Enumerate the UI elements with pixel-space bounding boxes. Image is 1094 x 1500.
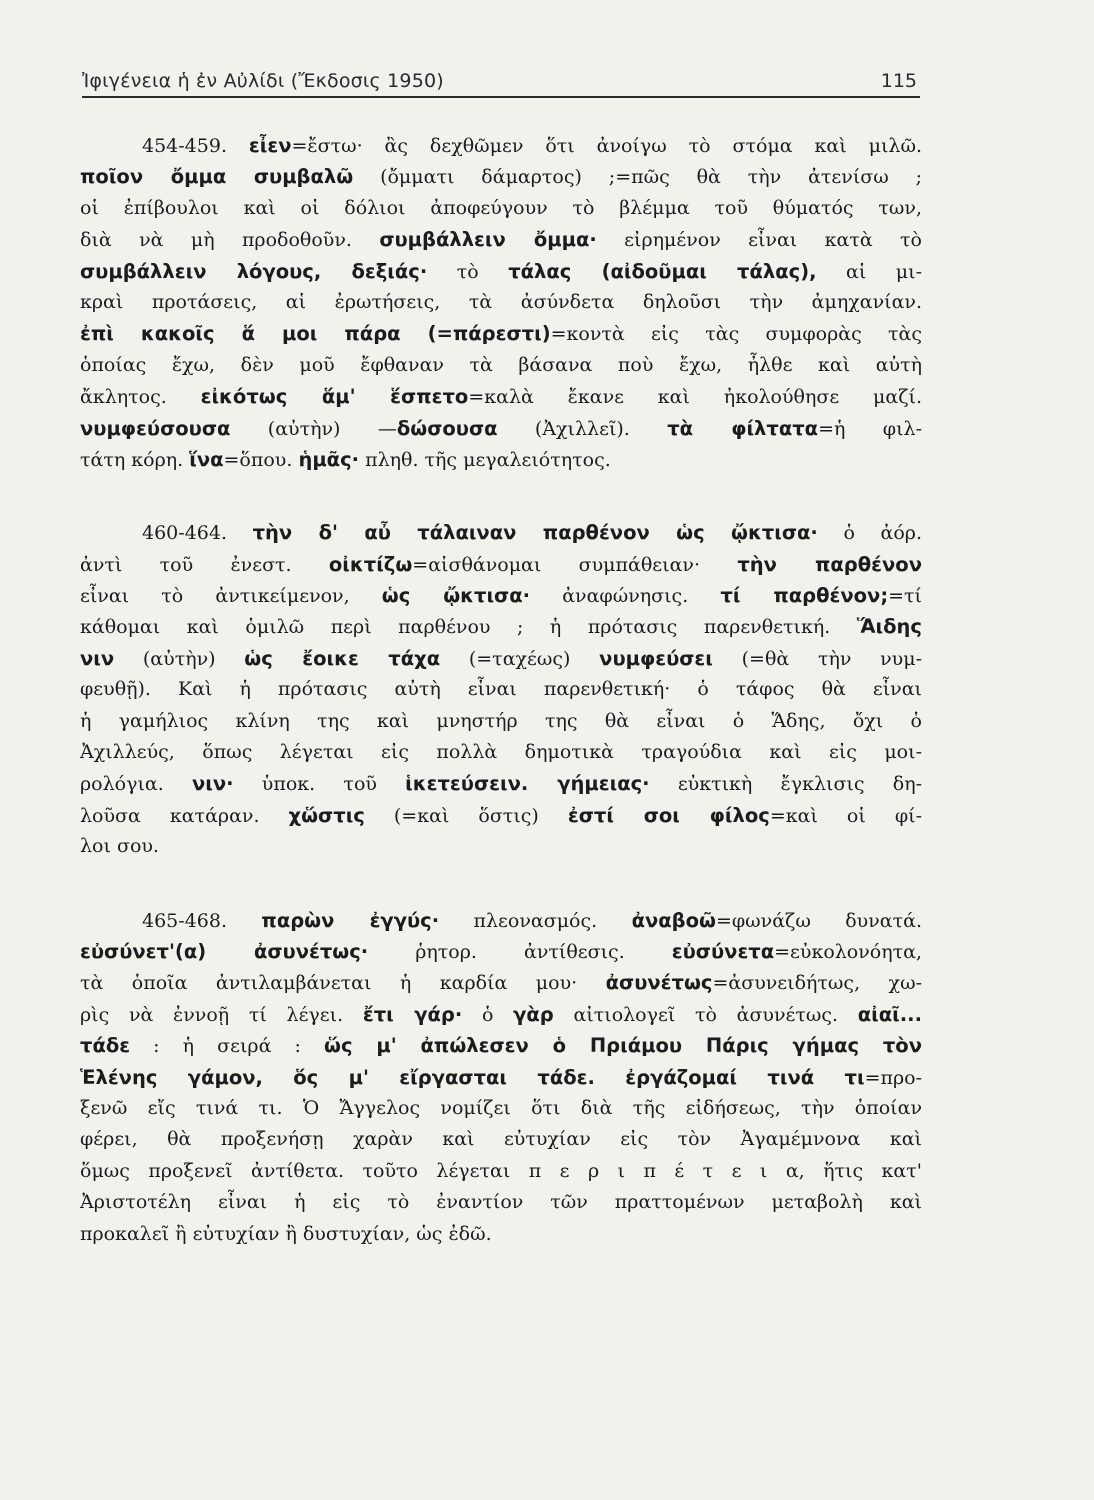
text-line xyxy=(80,549,922,580)
header-rule xyxy=(82,96,920,98)
text-line xyxy=(80,224,922,255)
lemma-text: δώσουσα xyxy=(396,416,498,440)
text-line xyxy=(80,674,922,705)
lemma-text: αἰαῖ... xyxy=(857,1002,922,1026)
gloss-text: τάτη κόρη. xyxy=(80,448,190,471)
lemma-text: οἰκτίζω xyxy=(328,552,413,576)
text-line xyxy=(80,287,922,318)
lemma-text: Ἅιδης xyxy=(856,615,922,639)
text-line xyxy=(80,318,922,349)
text-line xyxy=(80,350,922,381)
gloss-text: αἰτιολογεῖ τὸ ἀσυνέτως. xyxy=(553,1003,858,1026)
lemma-text: τάλας (αἰδοῦμαι τάλας), xyxy=(508,259,817,283)
lemma-text: ὡς ἔοικε τάχα xyxy=(244,646,441,670)
gloss-text: 465-468. xyxy=(142,909,262,932)
gloss-text: ὁ ἀόρ. xyxy=(817,522,922,545)
text-line xyxy=(80,999,922,1030)
gloss-text: =εὐκολονόητα, xyxy=(774,940,922,963)
lemma-text: παρὼν ἐγγύς· xyxy=(261,908,440,932)
commentary-paragraph xyxy=(80,130,922,475)
gloss-text: (ὄμματι δάμαρτος) ;=πῶς θὰ τὴν ἀτενίσω ; xyxy=(353,166,922,189)
gloss-text: λοι σου. xyxy=(80,835,159,858)
lemma-text: νιν xyxy=(80,646,115,670)
running-title: Ἰφιγένεια ἡ ἐν Αὐλίδι (Ἔκδοσις 1950) xyxy=(82,70,444,92)
text-line xyxy=(80,967,922,998)
gloss-text: (αὐτὴν) xyxy=(114,647,245,670)
gloss-text: =ἀσυνειδήτως, χω- xyxy=(712,972,922,995)
gloss-text: προκαλεῖ ἢ εὐτυχίαν ἢ δυστυχίαν, ὡς ἐδῶ. xyxy=(80,1222,492,1245)
gloss-text: (=καὶ ὅστις) xyxy=(364,804,568,827)
text-line xyxy=(80,1187,922,1218)
text-line xyxy=(80,611,922,642)
text-line xyxy=(80,905,922,936)
gloss-text: ρὶς νὰ ἐννοῇ τί λέγει. xyxy=(80,1003,363,1026)
gloss-text: τὸ xyxy=(427,260,509,283)
gloss-text: =καὶ οἱ φί- xyxy=(769,804,922,827)
gloss-text: λοῦσα κατάραν. xyxy=(80,804,289,827)
gloss-text: εὐκτικὴ ἔγκλισις δη- xyxy=(649,773,922,796)
lemma-text: ἵνα xyxy=(189,447,224,471)
gloss-text: (=θὰ τὴν νυμ- xyxy=(712,647,922,670)
gloss-text: =ἡ φιλ- xyxy=(818,417,922,440)
text-line xyxy=(80,768,922,799)
gloss-text: πλεονασμός. xyxy=(439,909,632,932)
lemma-text: ὡς ᾤκτισα· xyxy=(381,584,531,608)
gloss-text: : ἡ σειρά : xyxy=(130,1035,324,1058)
lemma-text: εἶεν xyxy=(248,134,292,157)
lemma-text: νυμφεύσουσα xyxy=(80,416,231,440)
gloss-text: πληθ. τῆς μεγαλειότητος. xyxy=(359,448,611,471)
gloss-text: αἱ μι- xyxy=(816,260,922,283)
gloss-text: ὁποίας ἔχω, δὲν μοῦ ἔφθαναν τὰ βάσανα ποὺ ἔχω, ἦλθε καὶ αὐτὴ xyxy=(80,353,922,376)
gloss-text: ἀναφώνησις. xyxy=(530,585,721,608)
lemma-text: ἱκετεύσειν. γήμειας· xyxy=(405,772,650,796)
gloss-text: (Ἀχιλλεῖ). xyxy=(497,417,668,440)
gloss-text: εἶναι τὸ ἀντικείμενον, xyxy=(80,585,382,608)
text-line xyxy=(80,643,922,674)
paragraph-gap xyxy=(80,475,922,517)
page-number: 115 xyxy=(880,70,917,92)
lemma-text: γὰρ xyxy=(513,1002,554,1026)
gloss-text: =τί xyxy=(888,585,922,608)
gloss-text: ὁ xyxy=(462,1003,514,1026)
gloss-text: =ὅπου. xyxy=(223,448,299,471)
text-line xyxy=(80,413,922,444)
gloss-text: ἄκλητος. xyxy=(80,386,201,409)
text-line xyxy=(80,831,922,862)
lemma-text: ἀσυνέτως xyxy=(605,971,713,995)
text-line xyxy=(80,1093,922,1124)
lemma-text: εἰκότως ἅμ' ἕσπετο xyxy=(200,385,469,409)
gloss-text: οἱ ἐπίβουλοι καὶ οἱ δόλιοι ἀποφεύγουν τὸ βλέμμα τοῦ θύματός των, xyxy=(80,196,922,219)
lemma-text: τί παρθένον; xyxy=(720,584,889,608)
lemma-text: τάδε xyxy=(80,1034,131,1058)
lemma-text: Ἑλένης γάμον, ὅς μ' εἴργασται τάδε. ἐργάζομαί τινά τι xyxy=(80,1065,865,1089)
lemma-text: ὥς μ' ἀπώλεσεν ὁ Πριάμου Πάρις γήμας τὸν xyxy=(324,1034,922,1058)
text-line xyxy=(80,256,922,287)
gloss-text: φευθῇ). Καὶ ἡ πρότασις αὐτὴ εἶναι παρενθετική· ὁ τάφος θὰ εἶναι xyxy=(80,678,922,701)
lemma-text: τὴν παρθένον xyxy=(737,552,922,576)
gloss-text: Ἀχιλλεύς, ὅπως λέγεται εἰς πολλὰ δημοτικὰ τραγούδια καὶ εἰς μοι- xyxy=(80,741,922,764)
gloss-text: ἡ γαμήλιος κλίνη της καὶ μνηστήρ της θὰ εἶναι ὁ Ἅδης, ὄχι ὁ xyxy=(80,709,922,732)
lemma-text: νυμφεύσει xyxy=(599,646,713,670)
lemma-text: ἐστί σοι φίλος xyxy=(567,803,770,827)
lemma-text: ποῖον ὄμμα συμβαλῶ xyxy=(80,165,354,189)
lemma-text: εὐσύνετ'(α) ἀσυνέτως· xyxy=(80,939,369,963)
gloss-text: =κοντὰ εἰς τὰς συμφορὰς τὰς xyxy=(550,323,922,346)
gloss-text: φέρει, θὰ προξενήσῃ χαρὰν καὶ εὐτυχίαν εἰς τὸν Ἀγαμέμνονα καὶ xyxy=(80,1128,922,1151)
text-line xyxy=(80,706,922,737)
lemma-text: ἐπὶ κακοῖς ἅ μοι πάρα (=πάρεστι) xyxy=(80,322,551,346)
text-line xyxy=(80,193,922,224)
text-line xyxy=(80,444,922,475)
gloss-text: ὅμως προξενεῖ ἀντίθετα. τοῦτο λέγεται π ε ρ ι π έ τ ε ι α, ἥτις κατ' xyxy=(80,1159,922,1182)
lemma-text: ἀναβοῶ xyxy=(631,908,716,932)
gloss-text: =προ- xyxy=(864,1066,922,1089)
gloss-text: Ἀριστοτέλη εἶναι ἡ εἰς τὸ ἐναντίον τῶν πραττομένων μεταβολὴ καὶ xyxy=(80,1191,922,1214)
gloss-text: εἰρημένον εἶναι κατὰ τὸ xyxy=(596,229,922,252)
gloss-text: ἀντὶ τοῦ ἐνεστ. xyxy=(80,553,329,576)
lemma-text: συμβάλλειν ὄμμα· xyxy=(379,228,597,252)
commentary-paragraph xyxy=(80,905,922,1250)
gloss-text: κάθομαι καὶ ὁμιλῶ περὶ παρθένου ; ἡ πρότασις παρενθετική. xyxy=(80,616,857,639)
text-line xyxy=(80,936,922,967)
running-header xyxy=(82,66,917,96)
text-line xyxy=(80,1156,922,1187)
gloss-text: τὰ ὁποῖα ἀντιλαμβάνεται ἡ καρδία μου· xyxy=(80,972,606,995)
text-line xyxy=(80,1062,922,1093)
gloss-text: ῥητορ. ἀντίθεσις. xyxy=(368,940,672,963)
gloss-text: =καλὰ ἔκανε καὶ ἠκολούθησε μαζί. xyxy=(468,386,922,409)
text-line xyxy=(80,161,922,192)
gloss-text: διὰ νὰ μὴ προδοθοῦν. xyxy=(80,229,380,252)
lemma-text: τὰ φίλτατα xyxy=(667,416,819,440)
gloss-text: κραὶ προτάσεις, αἱ ἐρωτήσεις, τὰ ἀσύνδετα δηλοῦσι τὴν ἀμηχανίαν. xyxy=(80,290,922,313)
text-line xyxy=(80,130,922,161)
lemma-text: νιν· xyxy=(192,772,234,796)
lemma-text: εὐσύνετα xyxy=(671,939,775,963)
text-line xyxy=(80,517,922,548)
text-line xyxy=(80,737,922,768)
lemma-text: ἔτι γάρ· xyxy=(362,1002,463,1026)
gloss-text: ὑποκ. τοῦ xyxy=(233,773,406,796)
text-line xyxy=(80,1219,922,1250)
gloss-text: 460-464. xyxy=(142,522,253,545)
text-line xyxy=(80,800,922,831)
lemma-text: ἡμᾶς· xyxy=(298,447,360,471)
gloss-text: ξενῶ εἴς τινά τι. Ὁ Ἄγγελος νομίζει ὅτι διὰ τῆς εἰδήσεως, τὴν ὁποίαν xyxy=(80,1096,922,1119)
commentary-body xyxy=(80,130,922,1250)
gloss-text: =φωνάζω δυνατά. xyxy=(715,909,922,932)
text-line xyxy=(80,381,922,412)
gloss-text: (αὐτὴν) — xyxy=(230,417,397,440)
lemma-text: συμβάλλειν λόγους, δεξιάς· xyxy=(80,259,428,283)
text-line xyxy=(80,1030,922,1061)
gloss-text: =αἰσθάνομαι συμπάθειαν· xyxy=(412,553,738,576)
gloss-text: ρολόγια. xyxy=(80,773,192,796)
gloss-text: 454-459. xyxy=(142,135,249,157)
lemma-text: χὥστις xyxy=(288,803,365,827)
gloss-text: (=ταχέως) xyxy=(440,647,600,670)
gloss-text: =ἔστω· ἂς δεχθῶμεν ὅτι ἀνοίγω τὸ στόμα καὶ μιλῶ. xyxy=(291,135,922,157)
paragraph-gap xyxy=(80,863,922,905)
text-line xyxy=(80,580,922,611)
text-line xyxy=(80,1124,922,1155)
commentary-paragraph xyxy=(80,517,922,862)
lemma-text: τὴν δ' αὖ τάλαιναν παρθένον ὡς ᾤκτισα· xyxy=(252,521,818,545)
